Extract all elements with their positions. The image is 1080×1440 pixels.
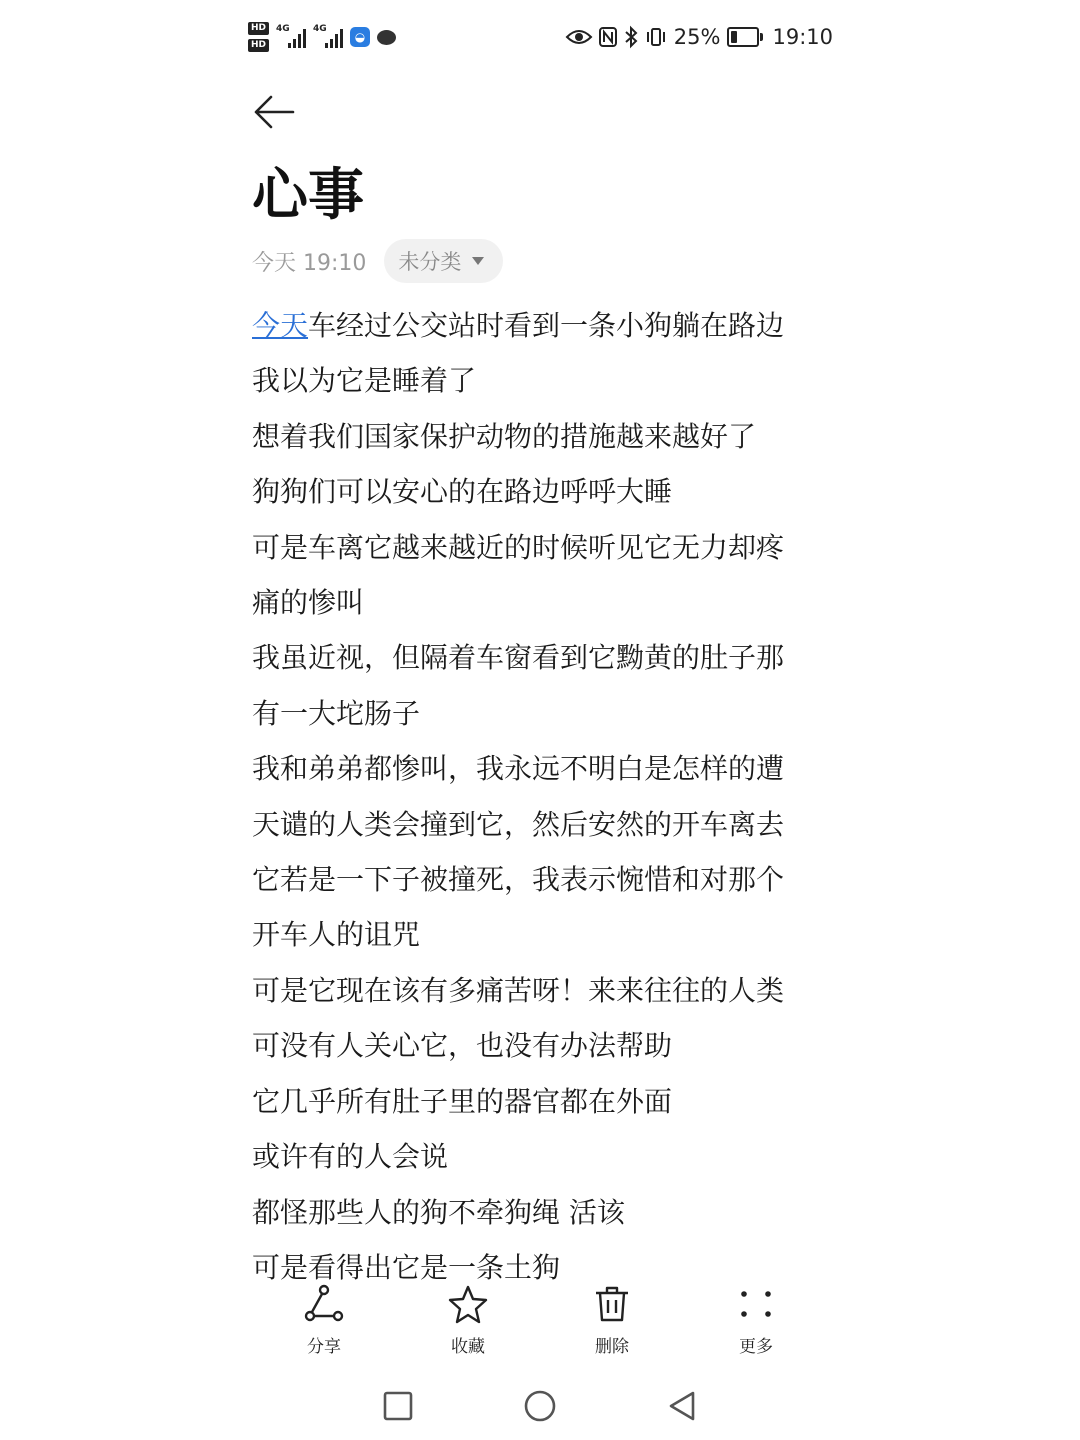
status-bar-right xyxy=(566,25,833,49)
delete-button[interactable] xyxy=(564,1282,660,1362)
hd-badge-1: HD xyxy=(248,22,269,35)
note-title[interactable]: 心事 xyxy=(252,163,364,228)
caret-down-icon xyxy=(471,256,485,266)
status-time: 19:10 xyxy=(772,25,833,49)
status-bar-left xyxy=(248,22,396,52)
star-icon xyxy=(444,1282,492,1326)
circle-icon xyxy=(524,1390,556,1422)
note-line: 它几乎所有肚子里的器官都在外面 xyxy=(252,1084,673,1118)
home-button[interactable] xyxy=(520,1386,560,1426)
vibrate-icon xyxy=(645,27,667,47)
favorite-label: 收藏 xyxy=(451,1337,485,1357)
square-icon xyxy=(383,1391,413,1421)
note-line: 我和弟弟都惨叫，我永远不明白是怎样的遭 xyxy=(252,752,785,786)
note-line: 可没有人关心它，也没有办法帮助 xyxy=(252,1029,673,1063)
delete-label: 删除 xyxy=(595,1337,629,1357)
hd-indicator xyxy=(248,22,269,52)
note-line: 或许有的人会说 xyxy=(252,1140,449,1174)
note-line: 我虽近视，但隔着车窗看到它黝黄的肚子那 xyxy=(252,641,785,675)
system-nav-bar xyxy=(0,1380,1080,1430)
share-button[interactable] xyxy=(276,1282,372,1362)
note-line: 可是它现在该有多痛苦呀！来来往往的人类 xyxy=(252,973,785,1007)
note-line-text: 车经过公交站时看到一条小狗躺在路边 xyxy=(308,309,785,342)
note-line: 可是看得出它是一条土狗 xyxy=(252,1250,561,1284)
category-label: 未分类 xyxy=(398,250,462,274)
note-line: 它若是一下子被撞死，我表示惋惜和对那个 xyxy=(252,863,785,897)
network-type-2: 4G xyxy=(313,24,327,34)
system-back-button[interactable] xyxy=(662,1386,702,1426)
more-dots-icon xyxy=(732,1282,780,1326)
triangle-back-icon xyxy=(667,1390,697,1422)
note-line: 天谴的人类会撞到它，然后安然的开车离去 xyxy=(252,807,785,841)
back-button[interactable] xyxy=(250,88,298,136)
note-line: 可是车离它越来越近的时候听见它无力却疼 xyxy=(252,530,785,564)
nfc-icon xyxy=(599,27,617,47)
battery-level-fill xyxy=(731,31,737,43)
note-line: 痛的惨叫 xyxy=(252,586,365,620)
note-timestamp: 今天 19:10 xyxy=(252,250,367,276)
network-type-1: 4G xyxy=(276,24,290,34)
status-bar xyxy=(248,14,833,60)
eye-icon xyxy=(566,28,592,46)
arrow-left-icon xyxy=(253,95,295,129)
battery-icon xyxy=(727,27,759,47)
signal-icon-2 xyxy=(313,26,343,48)
note-line xyxy=(252,298,827,353)
note-line: 开车人的诅咒 xyxy=(252,918,421,952)
share-label: 分享 xyxy=(307,1337,341,1357)
bottom-toolbar xyxy=(252,1282,828,1362)
note-line: 我以为它是睡着了 xyxy=(252,364,477,398)
note-line: 狗狗们可以安心的在路边呼呼大睡 xyxy=(252,475,673,509)
bluetooth-icon xyxy=(624,26,638,48)
message-notification-icon xyxy=(377,30,396,45)
hd-badge-2: HD xyxy=(248,39,269,52)
more-button[interactable] xyxy=(708,1282,804,1362)
favorite-button[interactable] xyxy=(420,1282,516,1362)
app-notification-icon: ◒ xyxy=(350,27,370,47)
share-icon xyxy=(300,1282,348,1326)
note-body[interactable] xyxy=(252,298,827,1284)
category-dropdown[interactable] xyxy=(384,239,503,283)
trash-icon xyxy=(588,1282,636,1326)
note-meta xyxy=(252,238,503,284)
recent-apps-button[interactable] xyxy=(378,1386,418,1426)
note-line: 有一大坨肠子 xyxy=(252,696,421,730)
battery-percent: 25% xyxy=(673,25,721,49)
date-link[interactable]: 今天 xyxy=(252,309,309,342)
note-line: 都怪那些人的狗不牵狗绳 活该 xyxy=(252,1195,625,1229)
more-label: 更多 xyxy=(739,1337,773,1357)
note-line: 想着我们国家保护动物的措施越来越好了 xyxy=(252,419,757,453)
signal-icon-1 xyxy=(276,26,306,48)
